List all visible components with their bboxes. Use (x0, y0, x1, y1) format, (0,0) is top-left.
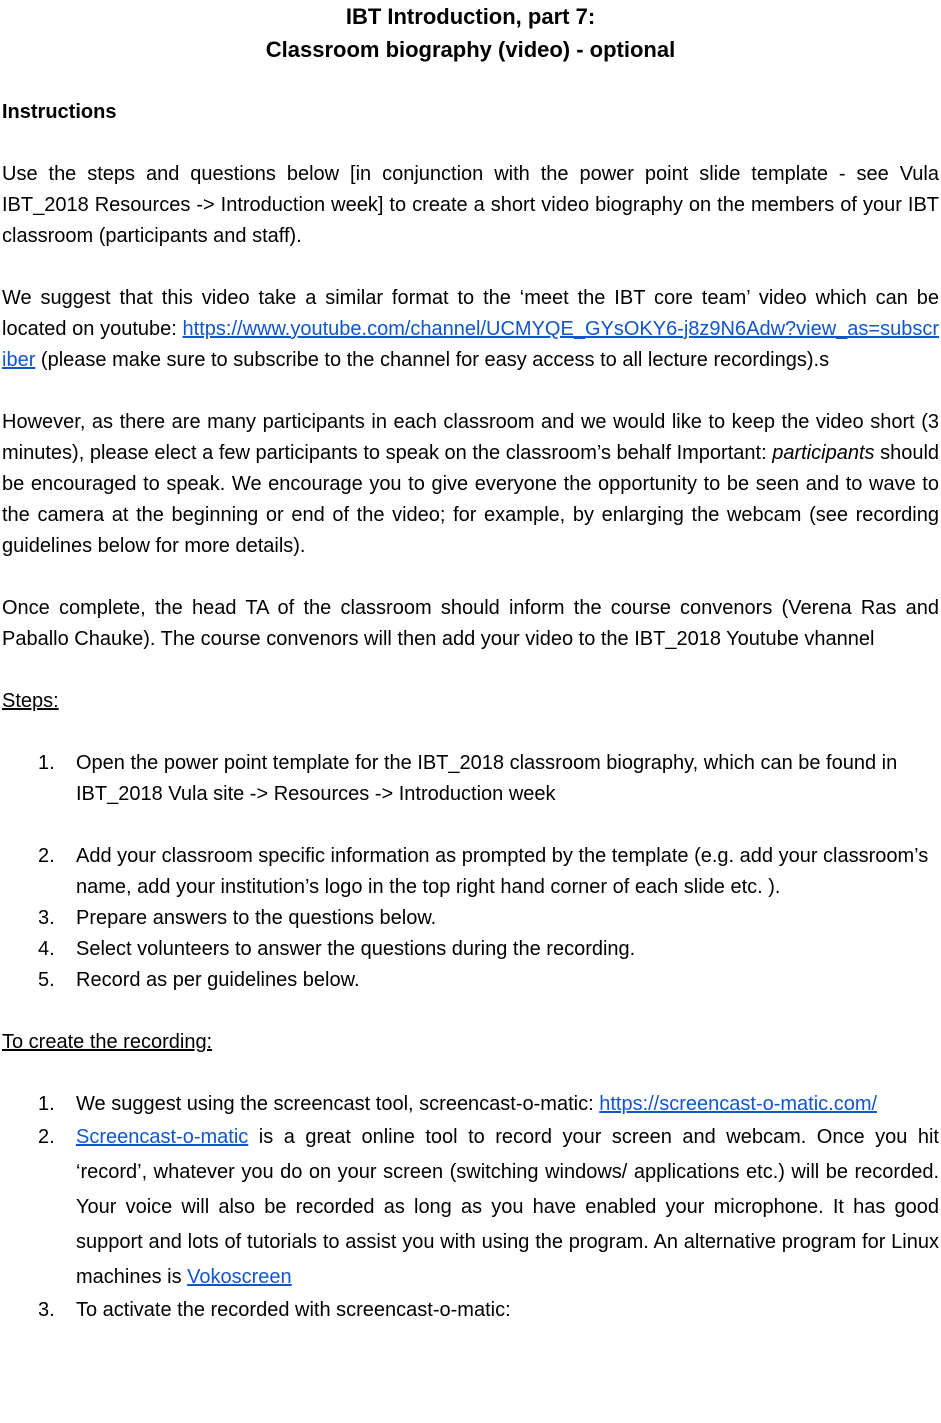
title-line-1: IBT Introduction, part 7: (345, 4, 596, 29)
recording-item (2, 1089, 939, 1120)
step-text: Record as per guidelines below. (76, 969, 360, 991)
recording-text: To activate the recorded with screencast-o-matic: (76, 1299, 511, 1321)
recording-text: is a great online tool to record your screen and webcam. Once you hit ‘record’, whatever you do on your screen (switching windows/ applications etc.) will be recorded. Your voice will also be recorded as long as you have enabled your microphone. It has good support and lots of tutorials to assist you with using the program. An alternative program for Linux machines is (76, 1126, 939, 1288)
recording-item (2, 1120, 939, 1295)
vokoscreen-link[interactable]: Vokoscreen (187, 1266, 292, 1288)
recording-number: 3. (38, 1299, 55, 1321)
intro-paragraph: Use the steps and questions below [in conjunction with the power point slide template - see Vula IBT_2018 Resources -> Introduction week] to create a short video biography on the members of your IBT classroom (participants and staff). (2, 163, 939, 247)
document-page (2, 0, 939, 1326)
participants-paragraph-after: should be encouraged to speak. We encourage you to give everyone the opportunity to be seen and to wave to the camera at the beginning or end of the video; for example, by enlarging the webcam (see recording guidelines below for more details). (2, 442, 940, 557)
instructions-heading: Instructions (2, 101, 117, 123)
step-text: Add your classroom specific information as prompted by the template (e.g. add your classroom’s name, add your institution’s logo in the top right hand corner of each slide etc. ). (76, 845, 929, 898)
screencast-o-matic-url-link[interactable]: https://screencast-o-matic.com/ (599, 1093, 878, 1115)
youtube-paragraph-after: (please make sure to subscribe to the channel for easy access to all lecture recordings).s (35, 349, 830, 371)
steps-heading: Steps: (2, 690, 59, 712)
step-text: Select volunteers to answer the questions during the recording. (76, 938, 636, 960)
step-number: 1. (38, 752, 55, 774)
document-title (2, 0, 939, 66)
steps-list (2, 748, 939, 996)
step-item (2, 934, 939, 965)
participants-paragraph-before: However, as there are many participants in each classroom and we would like to keep the video short (3 minutes), please elect a few participants to speak on the classroom’s behalf Important: (2, 411, 939, 464)
recording-heading: To create the recording: (2, 1031, 213, 1053)
completion-paragraph: Once complete, the head TA of the classroom should inform the course convenors (Verena Ras and Paballo Chauke). The course convenors will then add your video to the IBT_2018 Youtube vhannel (2, 597, 939, 650)
participants-emphasis: participants (772, 442, 875, 464)
recording-text: We suggest using the screencast tool, screencast-o-matic: (76, 1093, 600, 1115)
step-item (2, 748, 939, 810)
step-number: 2. (38, 845, 55, 867)
step-item (2, 903, 939, 934)
step-item (2, 965, 939, 996)
step-item (2, 841, 939, 903)
step-text: Open the power point template for the IBT_2018 classroom biography, which can be found in IBT_2018 Vula site -> Resources -> Introduction week (76, 752, 898, 805)
screencast-o-matic-link[interactable]: Screencast-o-matic (76, 1126, 249, 1148)
step-number: 3. (38, 907, 55, 929)
recording-item (2, 1295, 939, 1326)
title-line-2: Classroom biography (video) - optional (265, 37, 676, 62)
recording-list (2, 1089, 939, 1326)
youtube-channel-link[interactable]: https://www.youtube.com/channel/UCMYQE_GYsOKY6-j8z9N6Adw?view_as=subscriber (2, 318, 939, 371)
youtube-paragraph (2, 283, 939, 376)
step-text: Prepare answers to the questions below. (76, 907, 437, 929)
step-number: 4. (38, 938, 55, 960)
step-number: 5. (38, 969, 55, 991)
participants-paragraph (2, 407, 939, 562)
recording-number: 1. (38, 1093, 55, 1115)
youtube-paragraph-before: We suggest that this video take a similar format to the ‘meet the IBT core team’ video which can be located on youtube: (2, 287, 939, 340)
recording-number: 2. (38, 1126, 55, 1148)
